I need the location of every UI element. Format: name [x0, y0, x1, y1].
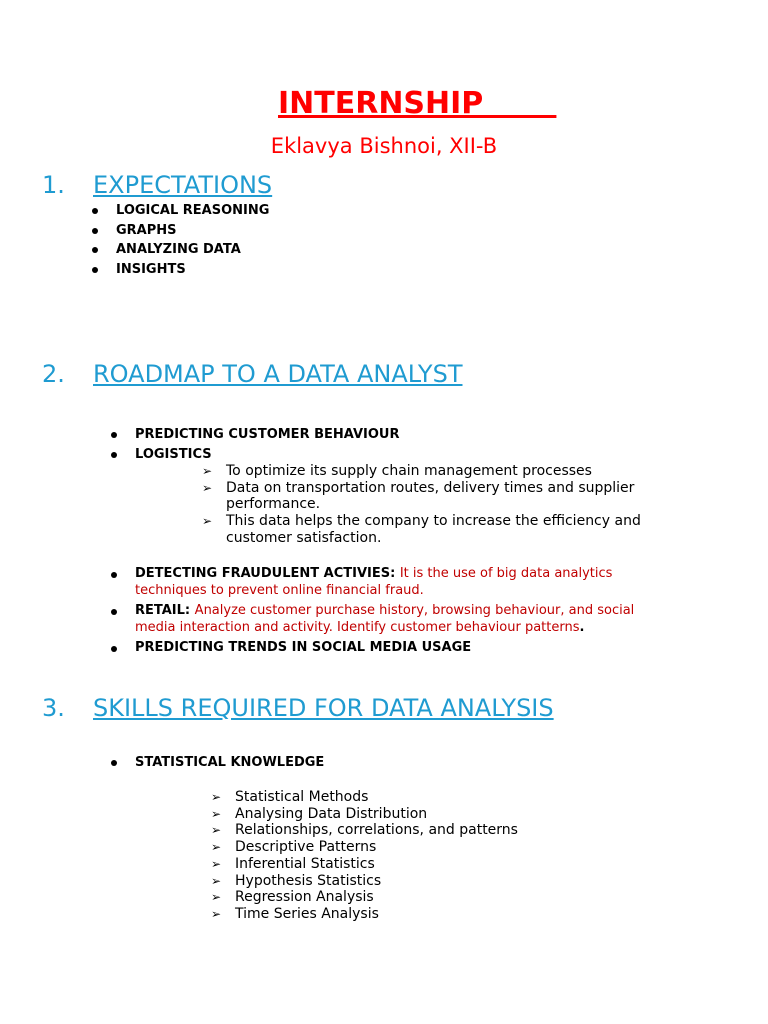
arrow-bullet-icon: ➢: [202, 514, 213, 529]
list-item: ANALYZING DATA: [116, 240, 269, 260]
arrow-bullet-icon: ➢: [211, 906, 222, 921]
list-item: ➢ Descriptive Patterns: [211, 839, 377, 856]
list-item: LOGISTICS: [135, 445, 399, 465]
bullet-icon: [111, 432, 117, 438]
bullet-icon: [111, 646, 117, 652]
list-item: INSIGHTS: [116, 260, 269, 280]
author-line: Eklavya Bishnoi, XII-B: [270, 134, 498, 158]
arrow-bullet-icon: ➢: [202, 464, 213, 478]
list-item: ➢ Analysing Data Distribution: [211, 805, 428, 822]
list-item: ➢ Hypothesis Statistics: [211, 872, 382, 889]
list-item-retail: RETAIL: Analyze customer purchase history, browsing behaviour, and social media interaction and activity. Identify customer behaviour patterns.: [135, 602, 675, 636]
bullet-icon: [92, 228, 98, 234]
bullet-icon: [111, 572, 117, 578]
statistical-points: [211, 789, 635, 923]
section-title: SKILLS REQUIRED FOR DATA ANALYSIS: [93, 694, 554, 722]
bullet-icon: [111, 760, 117, 766]
bullet-icon: [92, 208, 98, 214]
list-item: ➢ Data on transportation routes, delivery times and supplier performance.: [202, 479, 635, 513]
list-item: LOGICAL REASONING: [116, 201, 269, 221]
expectations-list: [116, 201, 269, 279]
arrow-bullet-icon: ➢: [211, 856, 222, 871]
section-title: EXPECTATIONS: [93, 171, 273, 199]
arrow-bullet-icon: ➢: [211, 790, 222, 804]
list-item: ➢ Inferential Statistics: [211, 855, 375, 872]
bullet-icon: [92, 267, 98, 273]
arrow-bullet-icon: ➢: [211, 823, 222, 838]
arrow-bullet-icon: ➢: [211, 873, 222, 888]
arrow-bullet-icon: ➢: [202, 480, 213, 495]
list-item-trends: PREDICTING TRENDS IN SOCIAL MEDIA USAGE: [135, 639, 675, 656]
section-heading-skills: [42, 693, 554, 723]
list-item: ➢ To optimize its supply chain management processes: [202, 463, 592, 479]
arrow-bullet-icon: ➢: [211, 890, 222, 905]
list-item: GRAPHS: [116, 221, 269, 241]
bullet-icon: [111, 609, 117, 615]
roadmap-list-a: [135, 425, 399, 464]
bullet-icon: [111, 452, 117, 458]
list-item-fraud: DETECTING FRAUDULENT ACTIVIES: It is the use of big data analytics techniques to prevent online financial fraud.: [135, 565, 675, 599]
section-heading-expectations: [42, 170, 272, 200]
list-item: PREDICTING CUSTOMER BEHAVIOUR: [135, 425, 399, 445]
list-item: STATISTICAL KNOWLEDGE: [135, 753, 324, 773]
skills-list: [135, 753, 324, 773]
section-heading-roadmap: [42, 359, 462, 389]
section-number: 3.: [42, 694, 65, 722]
page-title: INTERNSHIP: [278, 86, 557, 121]
section-number: 2.: [42, 360, 65, 388]
list-item: ➢ Time Series Analysis: [211, 905, 379, 922]
bullet-icon: [92, 247, 98, 253]
arrow-bullet-icon: ➢: [211, 840, 222, 855]
section-title: ROADMAP TO A DATA ANALYST: [93, 360, 463, 388]
list-item: ➢ Relationships, correlations, and patterns: [211, 822, 518, 839]
roadmap-list-b: [135, 565, 675, 656]
arrow-bullet-icon: ➢: [211, 806, 222, 821]
section-number: 1.: [42, 171, 65, 199]
list-item: ➢ This data helps the company to increase the efficiency and customer satisfaction.: [202, 513, 641, 546]
list-item: ➢ Statistical Methods: [211, 789, 369, 805]
logistics-points: [202, 463, 666, 547]
list-item: ➢ Regression Analysis: [211, 889, 374, 906]
